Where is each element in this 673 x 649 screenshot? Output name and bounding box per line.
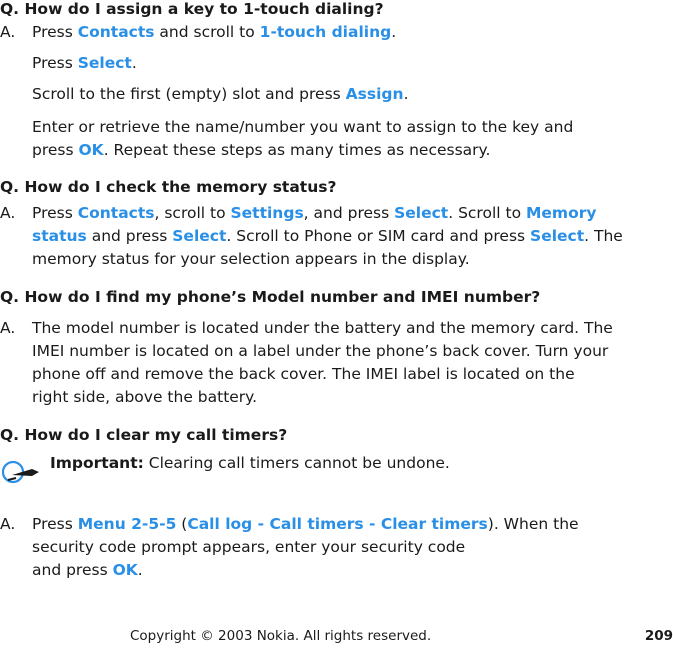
text-segment: Press — [32, 515, 78, 533]
answer-1-line-5 — [32, 141, 490, 159]
text-segment: security code prompt appears, enter your security code — [32, 538, 466, 556]
text-segment: , scroll to — [154, 204, 231, 222]
text-segment: Press — [32, 204, 78, 222]
text-segment: press — [32, 141, 79, 159]
answer-1-line-4 — [32, 118, 573, 136]
footer-copyright: Copyright © 2003 Nokia. All rights reserved. — [130, 628, 432, 644]
important-note — [50, 454, 450, 472]
answer-1-line-2 — [32, 54, 137, 72]
ui-term: OK — [78, 141, 104, 159]
answer-2-prefix: A. — [0, 204, 16, 222]
answer-4-line-1 — [32, 515, 579, 533]
text-segment: . Scroll to — [448, 204, 526, 222]
ui-term: Contacts — [77, 204, 155, 222]
text-segment: phone off and remove the back cover. The IMEI label is located on the — [32, 365, 575, 383]
text-segment: and press — [32, 561, 113, 579]
answer-4-line-3 — [32, 561, 143, 579]
answer-3-line-4 — [32, 388, 257, 406]
answer-2-line-2 — [32, 227, 623, 245]
question-4: Q. How do I clear my call timers? — [0, 426, 288, 444]
text-segment: . — [391, 23, 397, 41]
question-1: Q. How do I assign a key to 1-touch dialing? — [0, 0, 384, 18]
answer-3-prefix: A. — [0, 319, 16, 337]
text-segment: ( — [176, 515, 188, 533]
important-text: Clearing call timers cannot be undone. — [143, 454, 450, 472]
text-segment: . — [131, 54, 137, 72]
ui-term: Assign — [345, 85, 404, 103]
text-segment: memory status for your selection appears in the display. — [32, 250, 470, 268]
answer-3-line-2 — [32, 342, 608, 360]
pen-note-icon — [2, 458, 40, 486]
text-segment: . Scroll to Phone or SIM card and press — [226, 227, 531, 245]
ui-term: Menu 2-5-5 — [77, 515, 177, 533]
answer-4-prefix: A. — [0, 515, 16, 533]
ui-term: status — [32, 227, 87, 245]
answer-1-line-1 — [32, 23, 396, 41]
question-3: Q. How do I find my phone’s Model number and IMEI number? — [0, 288, 541, 306]
question-2: Q. How do I check the memory status? — [0, 178, 337, 196]
ui-term: Select — [530, 227, 585, 245]
ui-term: OK — [112, 561, 138, 579]
text-segment: . The — [584, 227, 623, 245]
answer-2-line-3 — [32, 250, 470, 268]
answer-3-line-3 — [32, 365, 575, 383]
text-segment: , and press — [303, 204, 395, 222]
text-segment: IMEI number is located on a label under the phone’s back cover. Turn your — [32, 342, 609, 360]
page-number: 209 — [644, 628, 673, 644]
answer-1-line-3 — [32, 85, 409, 103]
ui-term: Memory — [525, 204, 597, 222]
answer-3-line-1 — [32, 319, 613, 337]
text-segment: and scroll to — [154, 23, 260, 41]
text-segment: right side, above the battery. — [32, 388, 258, 406]
text-segment: The model number is located under the battery and the memory card. The — [32, 319, 613, 337]
answer-4-line-2 — [32, 538, 465, 556]
ui-term: Select — [172, 227, 227, 245]
ui-term: Call log - Call timers - Clear timers — [187, 515, 488, 533]
text-segment: ). When the — [487, 515, 579, 533]
text-segment: Scroll to the first (empty) slot and press — [32, 85, 346, 103]
text-segment: . Repeat these steps as many times as necessary. — [103, 141, 491, 159]
ui-term: Contacts — [77, 23, 155, 41]
ui-term: Settings — [230, 204, 304, 222]
ui-term: 1-touch dialing — [259, 23, 392, 41]
answer-1-prefix: A. — [0, 23, 16, 41]
text-segment: . — [137, 561, 143, 579]
answer-2-line-1 — [32, 204, 596, 222]
text-segment: Press — [32, 54, 78, 72]
text-segment: and press — [86, 227, 173, 245]
important-label: Important: — [50, 454, 144, 472]
text-segment: Enter or retrieve the name/number you want to assign to the key and — [32, 118, 574, 136]
text-segment: . — [403, 85, 409, 103]
text-segment: Press — [32, 23, 78, 41]
ui-term: Select — [77, 54, 132, 72]
ui-term: Select — [394, 204, 449, 222]
